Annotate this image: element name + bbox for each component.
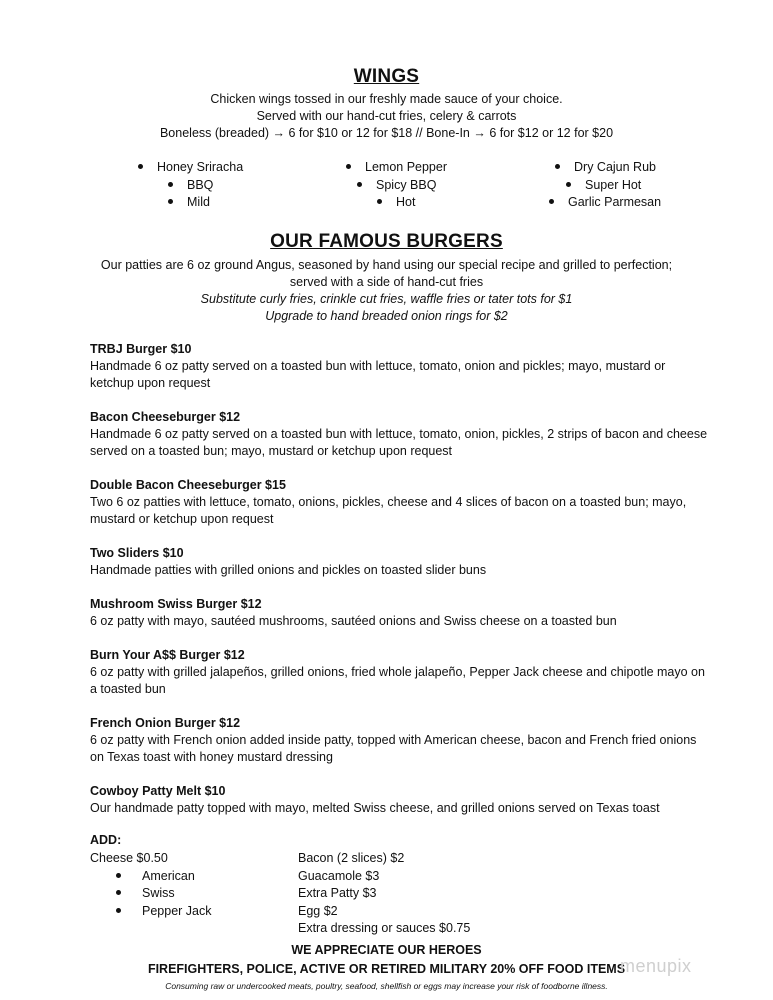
item-name: Bacon Cheeseburger $12 [90, 410, 241, 424]
item-name: Two Sliders $10 [90, 546, 184, 560]
add-right-column [298, 850, 470, 938]
menu-item [90, 545, 710, 579]
add-on-item: Extra dressing or sauces $0.75 [298, 921, 471, 935]
item-desc: 6 oz patty with grilled jalapeños, grilled onions, fried whole jalapeño, Pepper Jack cheese and chipotle mayo on a toasted bun [90, 665, 705, 696]
bullet-icon [346, 164, 351, 169]
item-name: Mushroom Swiss Burger $12 [90, 597, 262, 611]
item-desc: Our handmade patty topped with mayo, melted Swiss cheese, and grilled onions served on Texas toast [90, 801, 660, 815]
add-left-column [90, 850, 211, 920]
wings-prices: Boneless (breaded) → 6 for $10 or 12 for $18 // Bone-In → 6 for $12 or 12 for $20 [159, 126, 614, 140]
add-on-item: Extra Patty $3 [298, 886, 377, 900]
sauce-item: BBQ [168, 177, 213, 195]
burgers-title: OUR FAMOUS BURGERS [270, 231, 503, 252]
burgers-substitute: Substitute curly fries, crinkle cut fries, waffle fries or tater tots for $1 [200, 292, 573, 306]
cheese-price: Cheese $0.50 [90, 851, 168, 865]
item-name: Burn Your A$$ Burger $12 [90, 648, 245, 662]
item-name: Cowboy Patty Melt $10 [90, 784, 226, 798]
heroes-heading: WE APPRECIATE OUR HEROES [291, 943, 482, 957]
menu-item [90, 477, 710, 528]
wings-title: WINGS [353, 66, 420, 87]
sauce-item: Mild [168, 194, 210, 212]
bullet-icon [555, 164, 560, 169]
bullet-icon [549, 199, 554, 204]
watermark: menupix [620, 956, 692, 976]
sauce-item: Super Hot [566, 177, 641, 195]
bullet-icon [116, 908, 121, 913]
bullet-icon [566, 182, 571, 187]
cheese-option: Swiss [90, 885, 211, 903]
food-safety-notice: Consuming raw or undercooked meats, poultry, seafood, shellfish or eggs may increase your risk of foodborne illness. [165, 981, 608, 991]
menu-item [90, 783, 710, 817]
add-on-item: Egg $2 [298, 903, 338, 918]
sauce-item: Hot [377, 194, 415, 212]
wings-line-1: Chicken wings tossed in our freshly made sauce of your choice. [210, 92, 563, 106]
item-desc: 6 oz patty with mayo, sautéed mushrooms, sautéed onions and Swiss cheese on a toasted bun [90, 614, 617, 628]
menu-item [90, 647, 710, 698]
sauce-item: Dry Cajun Rub [555, 159, 656, 177]
menu-item [90, 341, 710, 392]
bullet-icon [116, 873, 121, 878]
sauce-item: Lemon Pepper [346, 159, 447, 177]
item-desc: 6 oz patty with French onion added inside patty, topped with American cheese, bacon and French fried onions on Texas toast with honey mustard dressing [90, 733, 697, 764]
bullet-icon [377, 199, 382, 204]
item-name: TRBJ Burger $10 [90, 342, 192, 356]
burgers-upgrade: Upgrade to hand breaded onion rings for $2 [265, 309, 508, 323]
bullet-icon [168, 199, 173, 204]
add-on-item: Bacon (2 slices) $2 [298, 851, 405, 865]
bullet-icon [168, 182, 173, 187]
item-desc: Handmade 6 oz patty served on a toasted bun with lettuce, tomato, onion, pickles, 2 strips of bacon and cheese served on a toasted bun; mayo, mustard or ketchup upon request [90, 427, 708, 458]
item-name: Double Bacon Cheeseburger $15 [90, 478, 286, 492]
menu-item [90, 715, 710, 766]
cheese-option: American [90, 868, 211, 886]
menu-item [90, 409, 710, 460]
item-desc: Handmade patties with grilled onions and pickles on toasted slider buns [90, 563, 487, 577]
cheese-option: Pepper Jack [90, 903, 211, 921]
sauce-item: Honey Sriracha [138, 159, 243, 177]
sauce-item: Spicy BBQ [357, 177, 436, 195]
heroes-discount: FIREFIGHTERS, POLICE, ACTIVE OR RETIRED MILITARY 20% OFF FOOD ITEMS [147, 962, 626, 976]
bullet-icon [138, 164, 143, 169]
item-desc: Two 6 oz patties with lettuce, tomato, onions, pickles, cheese and 4 slices of bacon on a toasted bun; mayo, mustard or ketchup upon request [90, 495, 687, 526]
wings-line-2: Served with our hand-cut fries, celery & carrots [256, 109, 517, 123]
menu-item [90, 596, 710, 630]
add-on-item: Guacamole $3 [298, 868, 380, 883]
item-name: French Onion Burger $12 [90, 716, 241, 730]
add-title: ADD: [90, 833, 122, 847]
burgers-line-2: served with a side of hand-cut fries [289, 275, 484, 289]
burgers-line-1: Our patties are 6 oz ground Angus, seasoned by hand using our special recipe and grilled to perfection; [100, 258, 673, 272]
bullet-icon [116, 890, 121, 895]
bullet-icon [357, 182, 362, 187]
item-desc: Handmade 6 oz patty served on a toasted bun with lettuce, tomato, onion and pickles; mayo, mustard or ketchup upon request [90, 359, 666, 390]
sauce-item: Garlic Parmesan [549, 194, 661, 212]
